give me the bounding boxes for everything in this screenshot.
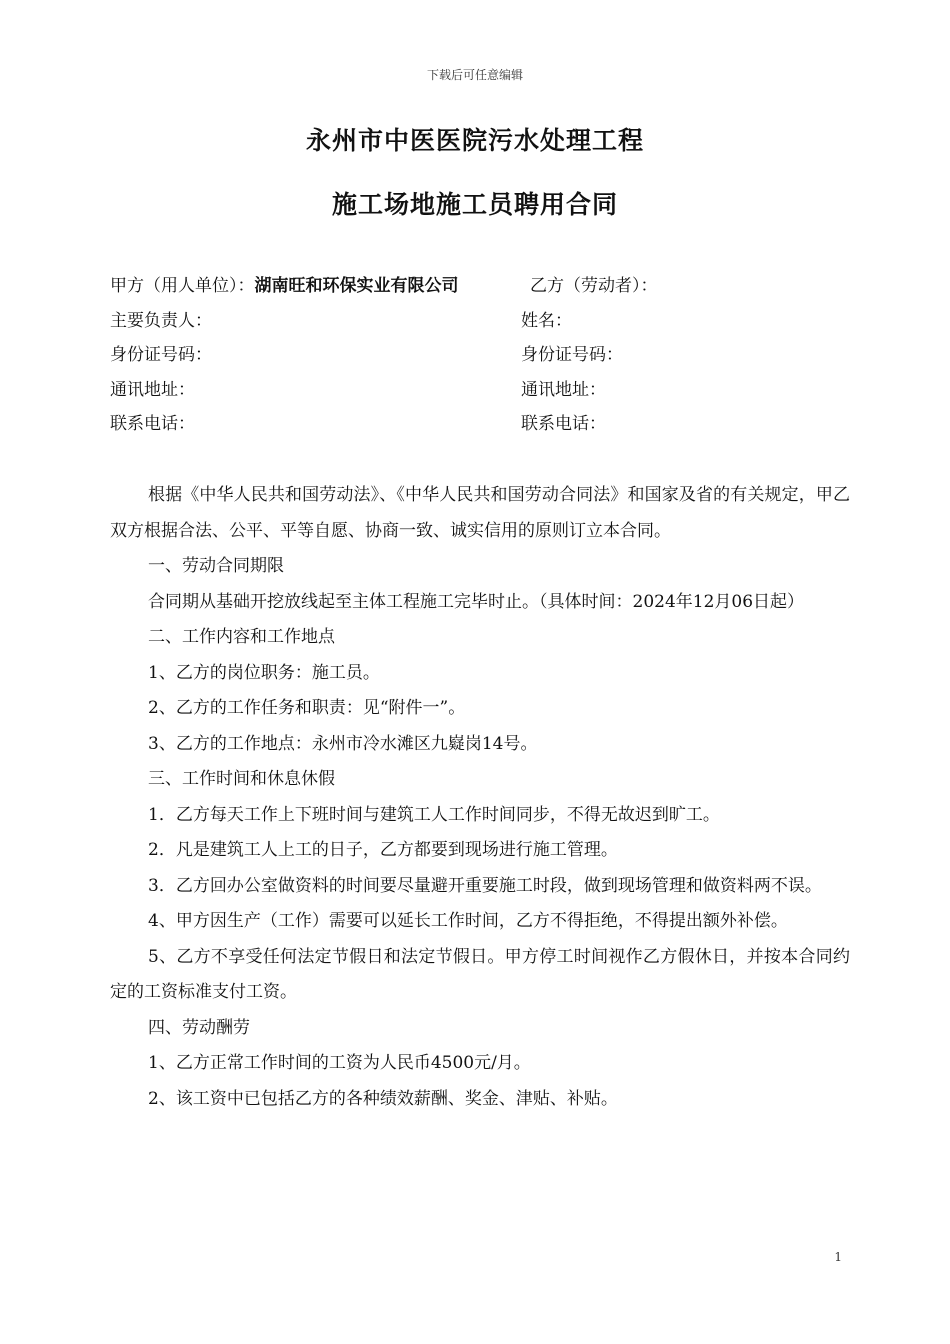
party-a-company: 湖南旺和环保实业有限公司 xyxy=(254,276,459,296)
party-row xyxy=(110,410,850,445)
party-b-id: 身份证号码： xyxy=(521,345,623,365)
page-number: 1 xyxy=(834,1250,842,1264)
party-a-line xyxy=(110,272,459,300)
paragraph-item: 5、乙方不享受任何法定节假日和法定节假日。甲方停工时间视作乙方假休日，并按本合同约定的工资标准支付工资。 xyxy=(110,946,850,1002)
party-row xyxy=(110,341,850,376)
party-b-name: 姓名： xyxy=(521,310,572,331)
paragraph-item: 4、甲方因生产（工作）需要可以延长工作时间，乙方不得拒绝，不得提出额外补偿。 xyxy=(148,911,788,931)
party-b-phone: 联系电话： xyxy=(521,414,606,434)
section-heading-hours: 三、工作时间和休息休假 xyxy=(148,769,335,789)
paragraph-item: 1、乙方正常工作时间的工资为人民币4500元/月。 xyxy=(148,1053,531,1073)
document-title-line2: 施工场地施工员聘用合同 xyxy=(331,190,618,219)
paragraph-item: 2、该工资中已包括乙方的各种绩效薪酬、奖金、津贴、补贴。 xyxy=(148,1088,618,1109)
paragraph-item: 2、乙方的工作任务和职责：见“附件一”。 xyxy=(148,698,466,718)
party-b-address: 通讯地址： xyxy=(521,379,606,400)
paragraph-item: 1、乙方的岗位职务：施工员。 xyxy=(148,662,380,683)
paragraph-item: 3、乙方的工作地点：永州市冷水滩区九嶷岗14号。 xyxy=(148,733,538,754)
party-a-address: 通讯地址： xyxy=(110,379,195,400)
party-row xyxy=(110,272,850,307)
party-a-phone: 联系电话： xyxy=(110,414,195,434)
paragraph-term: 合同期从基础开挖放线起至主体工程施工完毕时止。（具体时间：2024年12月06日起） xyxy=(148,591,805,612)
party-b-label: 乙方（劳动者）： xyxy=(530,276,658,296)
contract-body xyxy=(110,478,850,1117)
party-row xyxy=(110,307,850,342)
paragraph-item: 3．乙方回办公室做资料的时间要尽量避开重要施工时段，做到现场管理和做资料两不误。 xyxy=(148,875,822,896)
section-heading-term: 一、劳动合同期限 xyxy=(148,556,284,576)
section-heading-work: 二、工作内容和工作地点 xyxy=(148,627,335,647)
header-note: 下载后可任意编辑 xyxy=(426,68,523,82)
paragraph-preamble: 根据《中华人民共和国劳动法》、《中华人民共和国劳动合同法》和国家及省的有关规定，甲乙双方根据合法、公平、平等自愿、协商一致、诚实信用的原则订立本合同。 xyxy=(110,485,850,541)
paragraph-item: 2．凡是建筑工人上工的日子，乙方都要到现场进行施工管理。 xyxy=(148,840,618,860)
section-heading-pay: 四、劳动酬劳 xyxy=(148,1017,250,1038)
document-title-line1: 永州市中医医院污水处理工程 xyxy=(305,126,644,155)
party-row xyxy=(110,376,850,411)
party-a-leader: 主要负责人： xyxy=(110,310,212,331)
parties-block xyxy=(110,272,850,445)
party-a-id: 身份证号码： xyxy=(110,345,212,365)
paragraph-item: 1．乙方每天工作上下班时间与建筑工人工作时间同步，不得无故迟到旷工。 xyxy=(148,804,720,825)
party-a-label: 甲方（用人单位）： xyxy=(110,276,255,296)
